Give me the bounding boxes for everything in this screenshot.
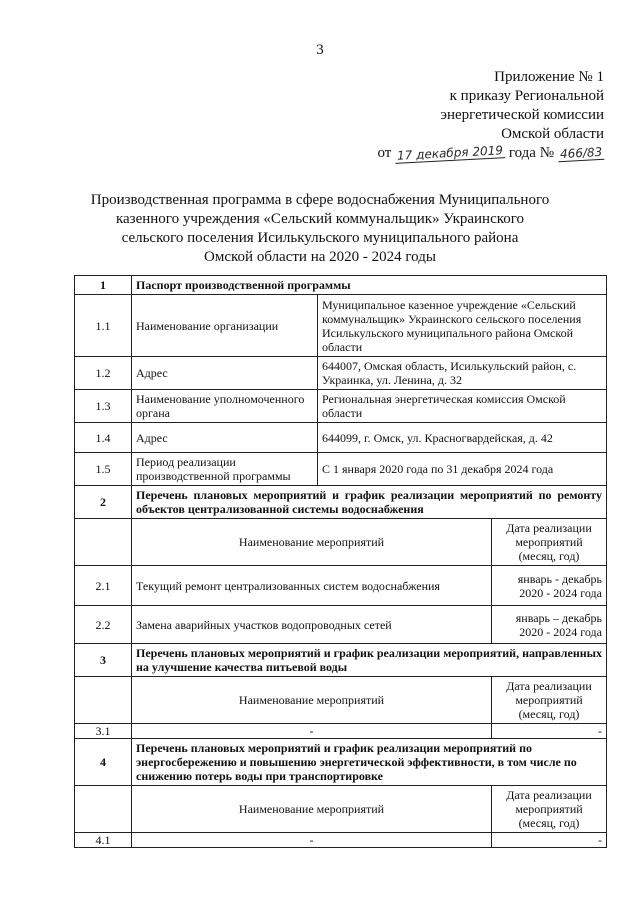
date-prefix: от [377, 145, 392, 161]
row-value: Муниципальное казенное учреждение «Сельский коммунальщик» Украинского сельского поселения Исилькульского муниципального района Омской области [318, 295, 607, 357]
column-header-name: Наименование мероприятий [132, 677, 492, 724]
page-number: 3 [316, 42, 324, 58]
row-label: Период реализации производственной программы [132, 453, 318, 486]
section-number: 3 [75, 644, 132, 677]
row-label: Адрес [132, 357, 318, 390]
activity-name: - [132, 724, 492, 739]
program-table [74, 275, 607, 848]
section-header-row [75, 739, 607, 786]
appendix-block [378, 68, 605, 163]
column-header-row [75, 677, 607, 724]
section-header-row [75, 644, 607, 677]
row-number: 1.3 [75, 390, 132, 423]
row-value: С 1 января 2020 года по 31 декабря 2024 года [318, 453, 607, 486]
section-number: 2 [75, 486, 132, 519]
table-row [75, 423, 607, 453]
section-title: Перечень плановых мероприятий и график реализации мероприятий по энергосбережению и повышению энергетической эффективности, в том числе по снижению потерь воды при транспортировке [132, 739, 607, 786]
row-number: 2.2 [75, 606, 132, 644]
activity-date: - [492, 724, 607, 739]
section-title: Перечень плановых мероприятий и график реализации мероприятий, направленных на улучшение качества питьевой воды [132, 644, 607, 677]
order-date-line [378, 144, 605, 163]
section-header-row [75, 276, 607, 295]
empty-cell [75, 519, 132, 566]
row-label: Адрес [132, 423, 318, 453]
empty-cell [75, 786, 132, 833]
table-row [75, 453, 607, 486]
handwritten-order-number: 466/83 [557, 145, 604, 162]
row-value: 644007, Омская область, Исилькульский район, с. Украинка, ул. Ленина, д. 32 [318, 357, 607, 390]
row-label: Наименование организации [132, 295, 318, 357]
appendix-line: Омской области [501, 126, 604, 142]
column-header-date: Дата реализации мероприятий (месяц, год) [492, 677, 607, 724]
document-title: Производственная программа в сфере водоснабжения Муниципального казенного учреждения «Сельский коммунальщик» Украинского сельского поселения Исилькульского муниципального района Омской области на 2020 - 2024 годы [90, 192, 550, 265]
activity-date: - [492, 833, 607, 848]
section-title: Перечень плановых мероприятий и график реализации мероприятий по ремонту объектов централизованной системы водоснабжения [132, 486, 607, 519]
row-number: 1.1 [75, 295, 132, 357]
column-header-name: Наименование мероприятий [132, 519, 492, 566]
table-row [75, 724, 607, 739]
table-row [75, 390, 607, 423]
table-row [75, 833, 607, 848]
activity-date: январь - декабрь 2020 - 2024 года [492, 566, 607, 606]
row-number: 1.4 [75, 423, 132, 453]
section-header-row [75, 486, 607, 519]
row-number: 3.1 [75, 724, 132, 739]
appendix-line: Приложение № 1 [494, 69, 604, 85]
column-header-name: Наименование мероприятий [132, 786, 492, 833]
row-number: 4.1 [75, 833, 132, 848]
column-header-date: Дата реализации мероприятий (месяц, год) [492, 519, 607, 566]
section-number: 1 [75, 276, 132, 295]
section-number: 4 [75, 739, 132, 786]
table-row [75, 295, 607, 357]
activity-date: январь – декабрь 2020 - 2024 года [492, 606, 607, 644]
table-row [75, 606, 607, 644]
table-row [75, 357, 607, 390]
row-number: 1.5 [75, 453, 132, 486]
row-number: 1.2 [75, 357, 132, 390]
section-title: Паспорт производственной программы [132, 276, 607, 295]
year-label: года № [508, 145, 555, 161]
table-row [75, 566, 607, 606]
activity-name: - [132, 833, 492, 848]
activity-name: Текущий ремонт централизованных систем водоснабжения [132, 566, 492, 606]
appendix-line: энергетической комиссии [440, 107, 604, 123]
row-label: Наименование уполномоченного органа [132, 390, 318, 423]
empty-cell [75, 677, 132, 724]
column-header-row [75, 786, 607, 833]
activity-name: Замена аварийных участков водопроводных сетей [132, 606, 492, 644]
handwritten-date: 17 декабря 2019 [395, 143, 506, 164]
row-number: 2.1 [75, 566, 132, 606]
column-header-row [75, 519, 607, 566]
column-header-date: Дата реализации мероприятий (месяц, год) [492, 786, 607, 833]
row-value: 644099, г. Омск, ул. Красногвардейская, д. 42 [318, 423, 607, 453]
row-value: Региональная энергетическая комиссия Омской области [318, 390, 607, 423]
appendix-line: к приказу Региональной [449, 88, 604, 104]
